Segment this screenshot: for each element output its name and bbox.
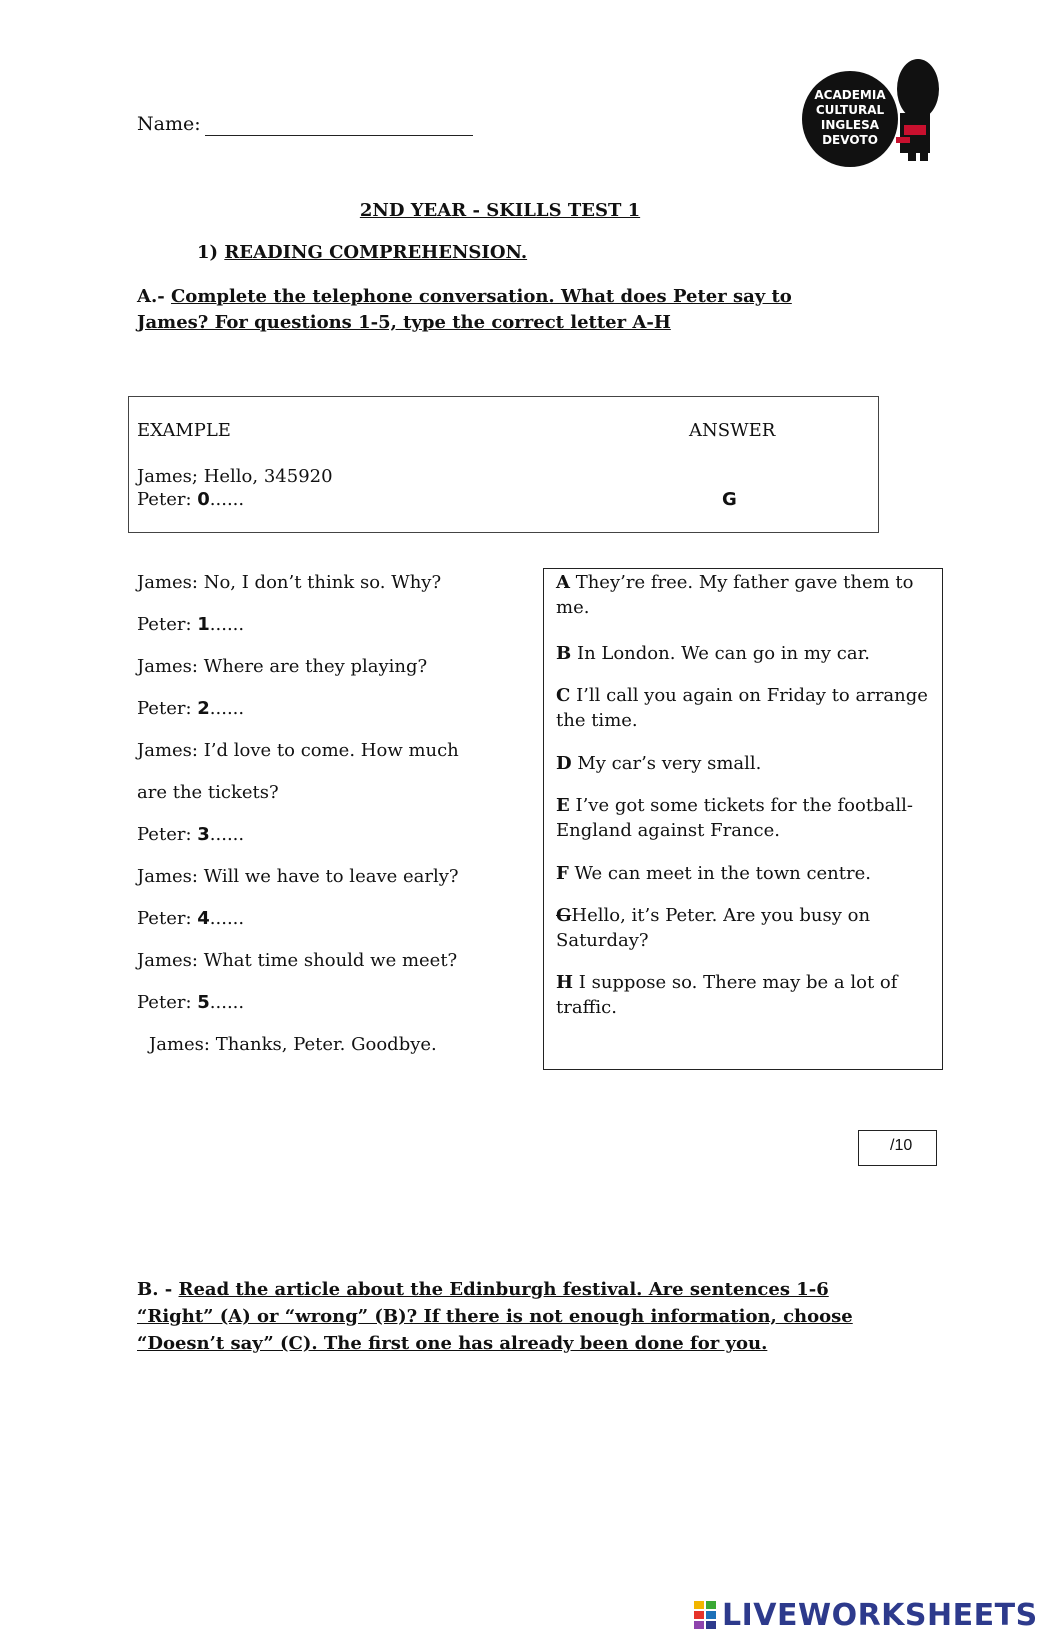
answer-blank-5[interactable]: ...... bbox=[209, 992, 245, 1013]
name-input-line[interactable] bbox=[205, 135, 473, 136]
part-b-instruction bbox=[137, 1276, 857, 1357]
dialogue-line-james-2: James: Where are they playing? bbox=[137, 656, 428, 677]
answer-blank-1[interactable]: ...... bbox=[209, 614, 245, 635]
part-b-instruction-line-2: “Right” (A) or “wrong” (B)? If there is not enough information, choose bbox=[137, 1306, 853, 1327]
part-b-instruction-line-3: “Doesn’t say” (C). The first one has already been done for you. bbox=[137, 1333, 768, 1354]
liveworksheets-icon bbox=[694, 1601, 718, 1629]
part-a-instruction bbox=[137, 284, 817, 336]
example-peter-line bbox=[137, 489, 244, 510]
example-answer: G bbox=[722, 489, 737, 510]
option-g: GHello, it’s Peter. Are you busy on Saturday? bbox=[556, 905, 871, 951]
logo-line-4: DEVOTO bbox=[822, 133, 878, 147]
dialogue-line-james-4: James: Will we have to leave early? bbox=[137, 866, 459, 887]
dialogue-line-james-5: James: What time should we meet? bbox=[137, 950, 458, 971]
option-b: B In London. We can go in my car. bbox=[556, 643, 870, 664]
section-title: READING COMPREHENSION. bbox=[224, 242, 528, 263]
example-number: 0 bbox=[197, 489, 210, 510]
part-a-instruction-line-2: James? For questions 1-5, type the correct letter A-H bbox=[137, 312, 671, 333]
peter-prefix: Peter: bbox=[137, 489, 192, 510]
dialogue-line-james-3: James: I’d love to come. How much bbox=[137, 740, 459, 761]
section-heading bbox=[197, 242, 527, 263]
dialogue-line-peter-4[interactable]: Peter: 4...... bbox=[137, 908, 245, 929]
option-h: H I suppose so. There may be a lot of traffic. bbox=[556, 972, 898, 1018]
dialogue-line-peter-2[interactable]: Peter: 2...... bbox=[137, 698, 245, 719]
example-box bbox=[128, 396, 879, 533]
dialogue-line-james-6: James: Thanks, Peter. Goodbye. bbox=[149, 1034, 437, 1055]
example-label: EXAMPLE bbox=[137, 420, 231, 441]
section-number: 1) bbox=[197, 242, 219, 263]
name-label: Name: bbox=[137, 113, 201, 135]
option-e: E I’ve got some tickets for the football-England against France. bbox=[556, 795, 913, 841]
example-james-line: James; Hello, 345920 bbox=[137, 466, 333, 487]
option-f: F We can meet in the town centre. bbox=[556, 863, 871, 884]
answer-label: ANSWER bbox=[689, 420, 776, 441]
option-a: A They’re free. My father gave them to me. bbox=[556, 572, 914, 618]
answer-blank-2[interactable]: ...... bbox=[209, 698, 245, 719]
part-a-instruction-line-1: Complete the telephone conversation. What does Peter say to bbox=[170, 286, 792, 307]
part-b-instruction-line-1: Read the article about the Edinburgh festival. Are sentences 1-6 bbox=[178, 1279, 829, 1300]
option-c: C I’ll call you again on Friday to arrange the time. bbox=[556, 685, 928, 731]
logo-line-1: ACADEMIA bbox=[814, 88, 886, 102]
logo-line-2: CULTURAL bbox=[815, 103, 885, 117]
part-b-prefix: B. - bbox=[137, 1279, 173, 1300]
dialogue-line-peter-1[interactable]: Peter: 1...... bbox=[137, 614, 245, 635]
dialogue-line-peter-3[interactable]: Peter: 3...... bbox=[137, 824, 245, 845]
page-title: 2ND YEAR - SKILLS TEST 1 bbox=[359, 200, 641, 221]
part-a-prefix: A.- bbox=[137, 286, 165, 307]
answer-blank-3[interactable]: ...... bbox=[209, 824, 245, 845]
answer-blank-4[interactable]: ...... bbox=[209, 908, 245, 929]
liveworksheets-brand bbox=[694, 1598, 1038, 1632]
score-text: /10 bbox=[890, 1137, 913, 1154]
dialogue-line-james-3b: are the tickets? bbox=[137, 782, 279, 803]
dialogue-line-james-1: James: No, I don’t think so. Why? bbox=[137, 572, 442, 593]
dialogue-line-peter-5[interactable]: Peter: 5...... bbox=[137, 992, 245, 1013]
liveworksheets-wordmark: LIVEWORKSHEETS bbox=[722, 1597, 1038, 1633]
academy-logo bbox=[800, 55, 950, 175]
logo-line-3: INGLESA bbox=[820, 118, 880, 132]
option-d: D My car’s very small. bbox=[556, 753, 762, 774]
answer-dots: ...... bbox=[209, 489, 245, 510]
